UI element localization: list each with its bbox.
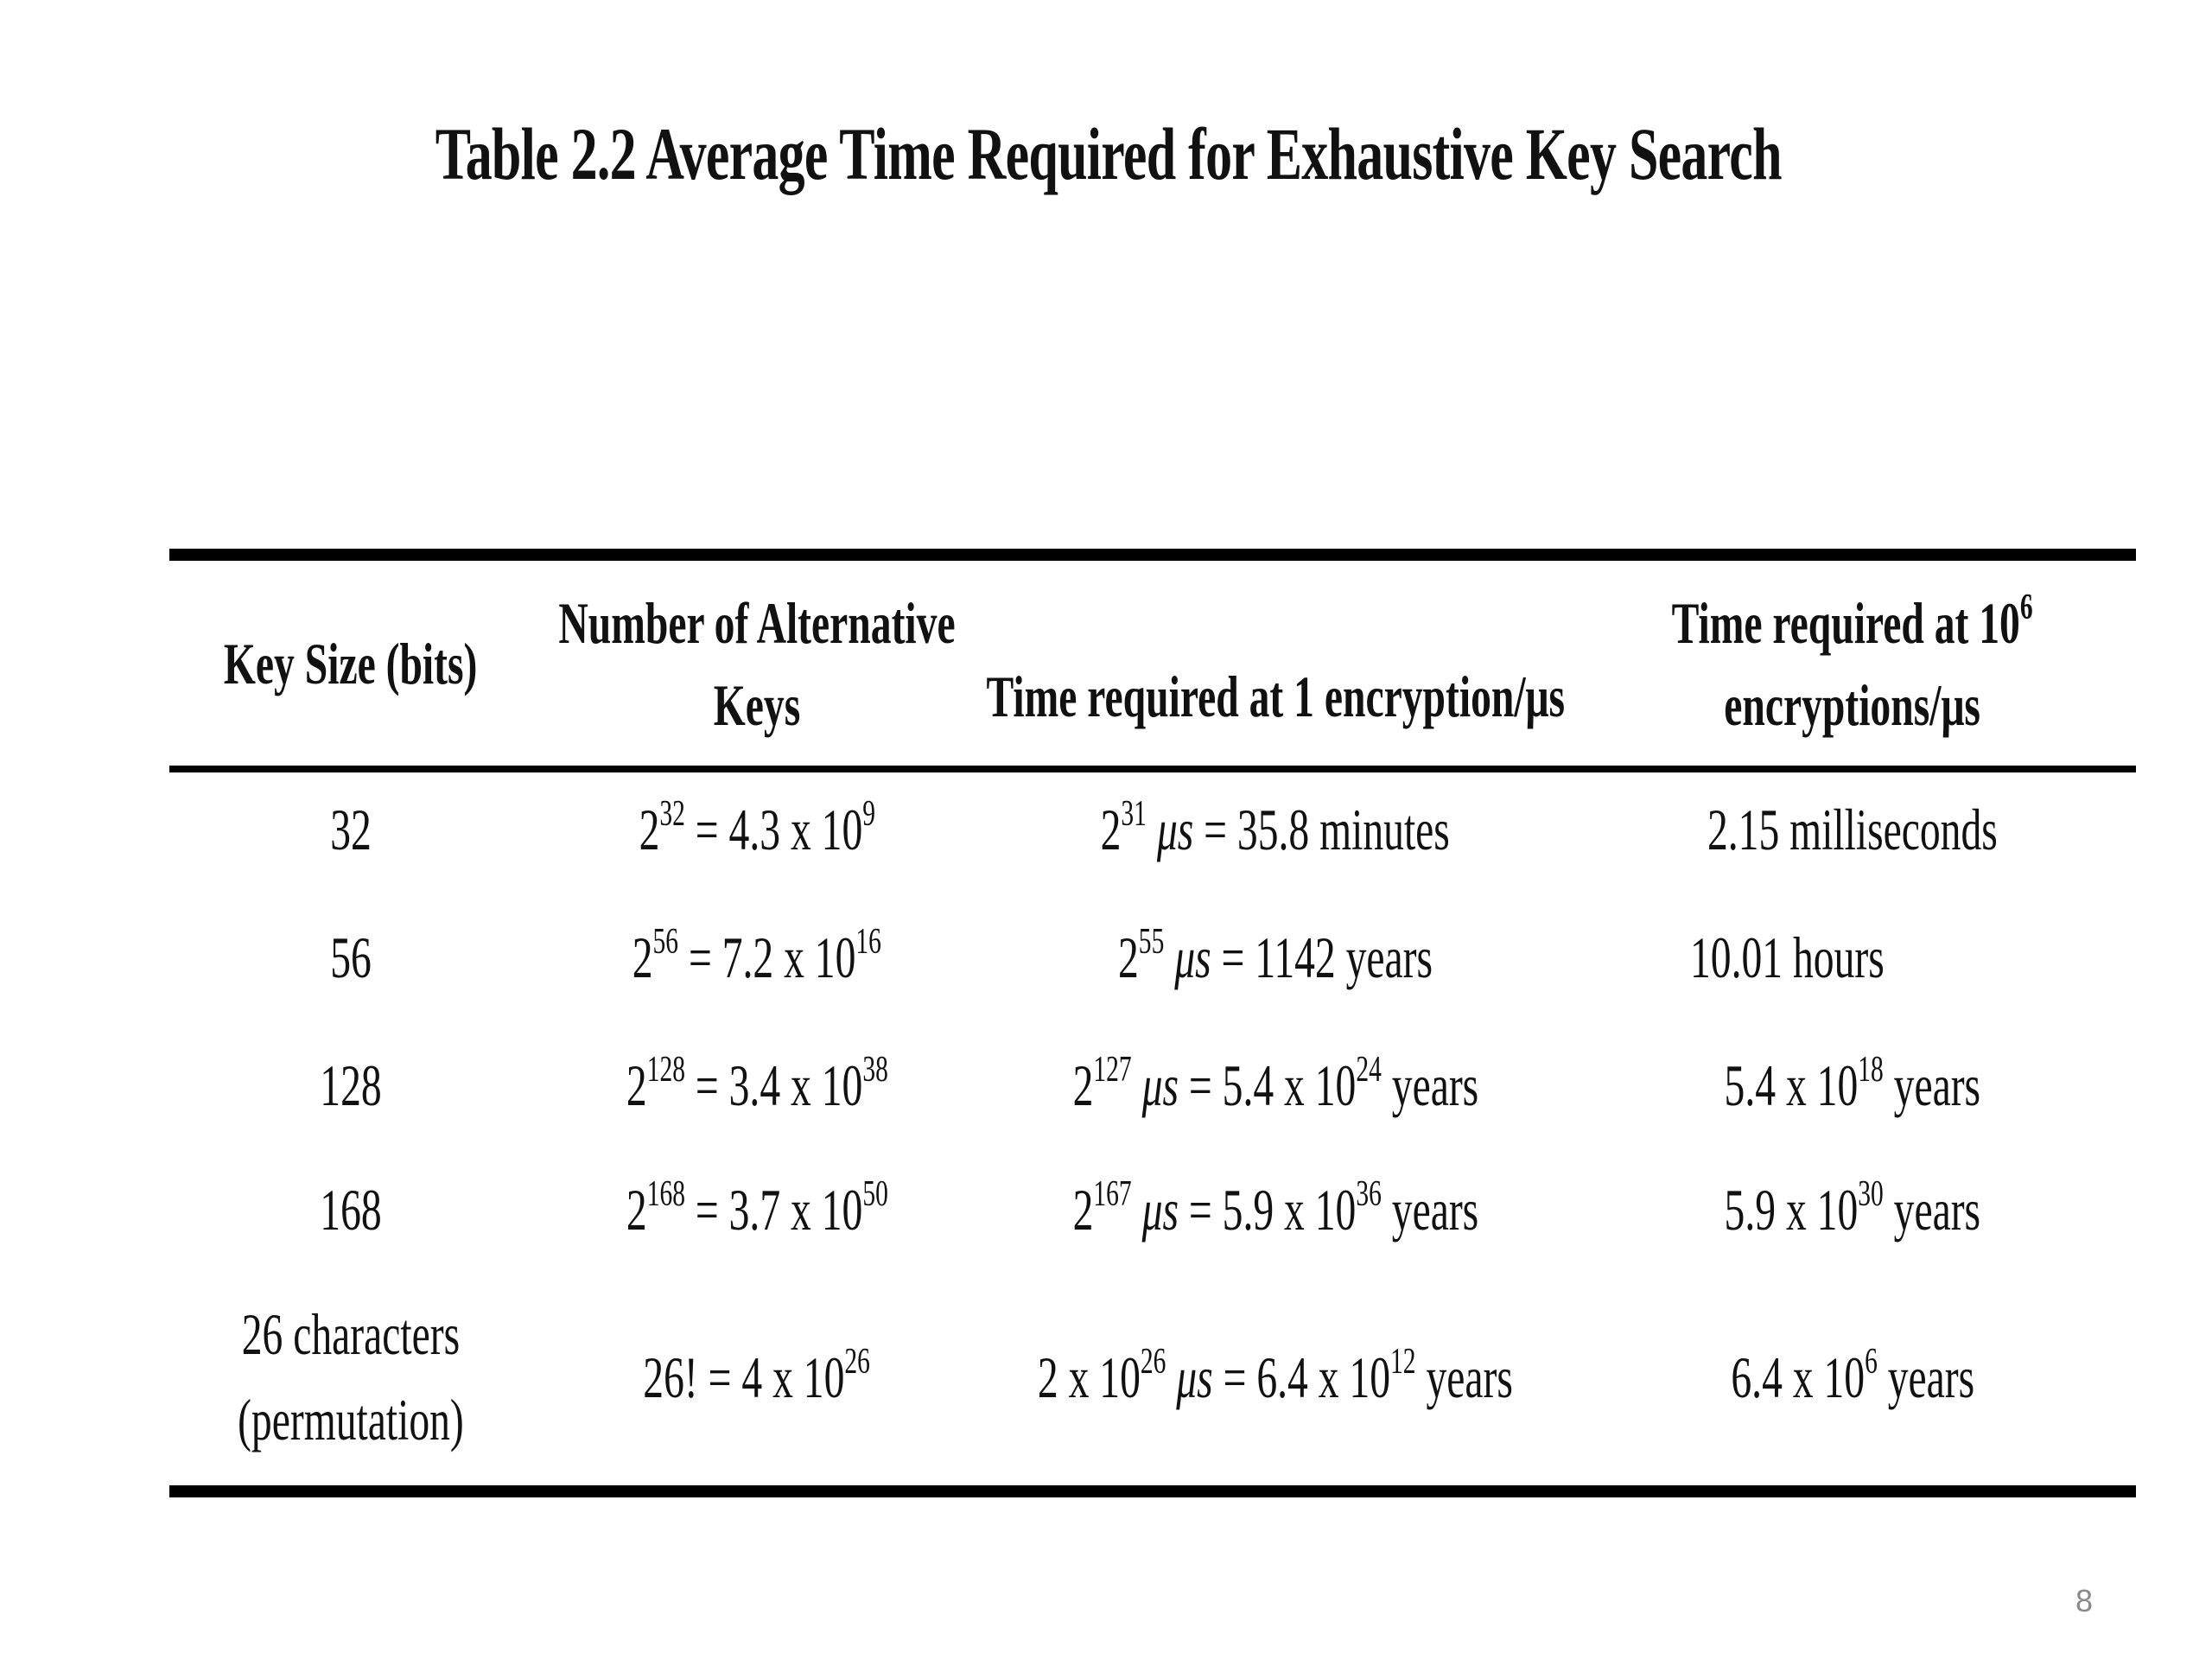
cell-time-1e6-encryptions	[1569, 906, 2136, 1009]
cell-text: (permutation)	[238, 1387, 464, 1452]
superscript-exponent: 24	[1355, 1048, 1382, 1090]
header-key-size-label: Key Size (bits)	[224, 631, 478, 697]
cell-time-1-encryption	[982, 1033, 1569, 1137]
superscript-exponent: 32	[659, 792, 685, 834]
cell-text: 2	[1072, 1176, 1094, 1243]
superscript-exponent: 9	[861, 792, 875, 834]
superscript-exponent: 168	[646, 1173, 685, 1214]
superscript-exponent: 26	[1140, 1340, 1166, 1382]
cell-text: = 5.4 x 10	[1178, 1052, 1356, 1118]
cell-text: 2 x 10	[1037, 1344, 1141, 1410]
cell-text: years	[1381, 1052, 1478, 1118]
cell-text: 10.01 hours	[1690, 924, 1885, 990]
cell-text: = 5.9 x 10	[1178, 1176, 1356, 1243]
superscript-exponent: 26	[844, 1340, 871, 1382]
cell-text: 2	[626, 1052, 647, 1118]
header-time-1e6-exponent: 6	[2020, 586, 2034, 627]
table-top-rule	[169, 549, 2136, 561]
cell-text: years	[1883, 1176, 1981, 1243]
superscript-exponent: 30	[1858, 1173, 1884, 1214]
cell-text	[644, 1335, 871, 1421]
cell-text: 32	[330, 796, 372, 862]
superscript-exponent: 38	[861, 1048, 888, 1090]
cell-key-size	[169, 1279, 532, 1476]
cell-text: years	[1381, 1176, 1478, 1243]
header-time-1e6-encryptions	[1569, 567, 2136, 762]
cell-text	[1038, 1335, 1513, 1421]
cell-alternatives	[532, 1033, 982, 1137]
cell-text: = 4.3 x 10	[684, 796, 862, 862]
cell-text: μs	[1131, 1176, 1179, 1243]
cell-text	[1725, 1043, 1981, 1128]
cell-text	[1725, 1167, 1981, 1253]
cell-text	[986, 590, 1565, 738]
cell-alternatives	[532, 1279, 982, 1476]
header-alternative-keys	[532, 567, 982, 762]
superscript-exponent: 127	[1093, 1048, 1132, 1090]
header-alternative-keys-line2: Keys	[713, 672, 801, 738]
header-time-1e6-line2: encryptions/μs	[1724, 672, 1981, 738]
cell-text: μs	[1131, 1052, 1179, 1118]
cell-text: 2	[1100, 796, 1122, 862]
cell-text: 2.15 milliseconds	[1707, 796, 1998, 862]
cell-text: = 1142 years	[1211, 924, 1433, 990]
cell-text	[1672, 582, 2033, 664]
table-header-rule	[169, 766, 2136, 772]
cell-text: 168	[320, 1176, 382, 1243]
cell-key-size	[169, 906, 532, 1009]
cell-text	[626, 1167, 888, 1253]
cell-text	[224, 623, 477, 705]
cell-time-1-encryption	[982, 906, 1569, 1009]
cell-key-size	[169, 1158, 532, 1262]
cell-text: 5.9 x 10	[1724, 1176, 1859, 1243]
superscript-exponent: 36	[1355, 1173, 1382, 1214]
superscript-exponent: 18	[1858, 1048, 1884, 1090]
cell-text: = 7.2 x 10	[678, 924, 856, 990]
cell-time-1e6-encryptions	[1569, 1279, 2136, 1476]
superscript-exponent: 50	[861, 1173, 888, 1214]
superscript-exponent: 55	[1138, 920, 1165, 962]
cell-text: years	[1415, 1344, 1514, 1410]
cell-time-1e6-encryptions	[1569, 778, 2136, 881]
cell-text	[626, 1043, 888, 1128]
superscript-exponent: 128	[646, 1048, 685, 1090]
cell-text: 26! = 4 x 10	[643, 1344, 845, 1410]
cell-text	[1072, 1167, 1478, 1253]
header-alternative-keys-line1: Number of Alternative	[558, 589, 956, 656]
cell-text: 2	[626, 1176, 647, 1243]
header-key-size	[169, 567, 532, 762]
cell-text	[1672, 582, 2033, 747]
cell-text	[1072, 1043, 1478, 1128]
cell-time-1e6-encryptions	[1569, 1158, 2136, 1262]
cell-text: μs	[1166, 1344, 1213, 1410]
table-bottom-rule	[169, 1485, 2136, 1497]
cell-text	[1118, 915, 1433, 1001]
cell-time-1e6-encryptions	[1569, 1033, 2136, 1137]
cell-text: 2	[1072, 1052, 1094, 1118]
cell-text	[1731, 1335, 1974, 1421]
superscript-exponent: 56	[652, 920, 679, 962]
cell-time-1-encryption	[982, 778, 1569, 881]
superscript-exponent: 12	[1390, 1340, 1416, 1382]
cell-alternatives	[532, 906, 982, 1009]
cell-text: 2	[632, 924, 653, 990]
cell-text: years	[1883, 1052, 1981, 1118]
cell-text: 5.4 x 10	[1724, 1052, 1859, 1118]
header-time-1-encryption	[982, 567, 1569, 762]
page-number: 8	[2075, 1583, 2093, 1618]
cell-text: 2	[1117, 924, 1139, 990]
header-time-1-encryption-label: Time required at 1 encryption/μs	[986, 664, 1565, 730]
cell-text: 2	[639, 796, 660, 862]
header-time-1e6-line1: Time required at 10	[1671, 589, 2021, 656]
cell-text: years	[1877, 1344, 1974, 1410]
superscript-exponent: 31	[1121, 792, 1147, 834]
cell-text	[558, 582, 955, 747]
cell-text	[238, 1292, 464, 1462]
cell-text	[1101, 787, 1450, 873]
cell-text	[639, 787, 874, 873]
cell-key-size	[169, 1033, 532, 1137]
cell-text: = 3.7 x 10	[684, 1176, 862, 1243]
cell-time-1-encryption	[982, 1279, 1569, 1476]
cell-text: 128	[320, 1052, 382, 1118]
superscript-exponent: 16	[855, 920, 882, 962]
cell-text: = 35.8 minutes	[1193, 796, 1451, 862]
slide-title: Table 2.2 Average Time Required for Exhaustive Key Search	[435, 112, 1782, 195]
cell-text: μs	[1147, 796, 1194, 862]
cell-alternatives	[532, 1158, 982, 1262]
cell-text: μs	[1164, 924, 1211, 990]
superscript-exponent: 167	[1093, 1173, 1132, 1214]
superscript-exponent: 6	[1864, 1340, 1878, 1382]
cell-text: 56	[330, 924, 372, 990]
cell-alternatives	[532, 778, 982, 881]
cell-text: = 3.4 x 10	[684, 1052, 862, 1118]
cell-key-size	[169, 778, 532, 881]
cell-time-1-encryption	[982, 1158, 1569, 1262]
cell-text: 26 characters	[241, 1301, 461, 1368]
cell-text	[632, 915, 881, 1001]
cell-text: 6.4 x 10	[1731, 1344, 1865, 1410]
cell-text: = 6.4 x 10	[1212, 1344, 1391, 1410]
